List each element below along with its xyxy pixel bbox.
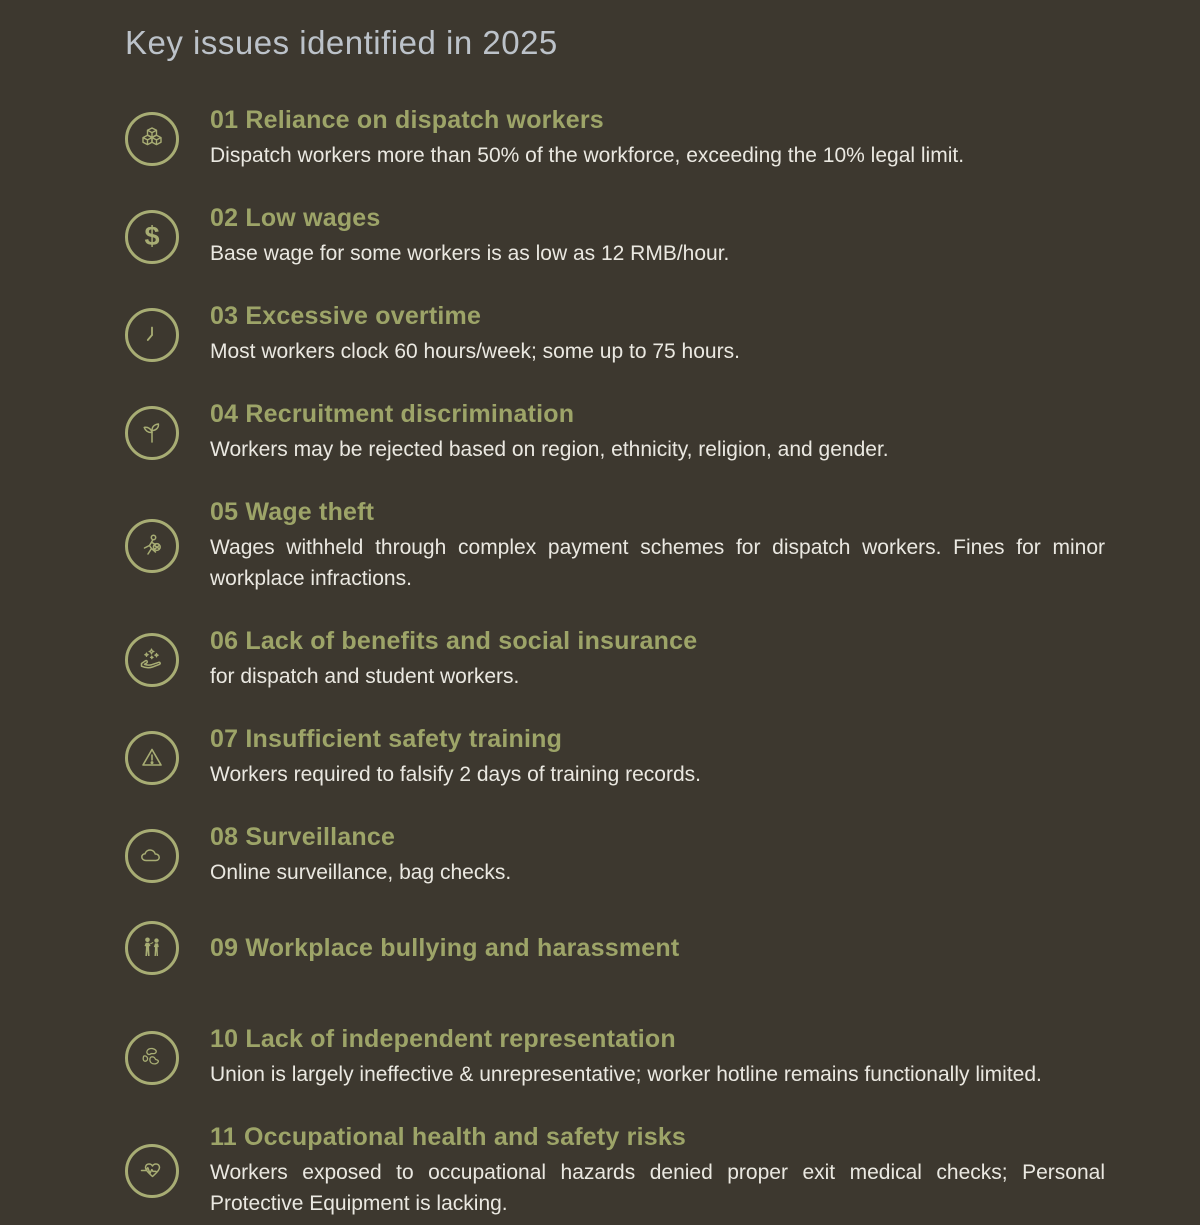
issue-description: Workers exposed to occupational hazards denied proper exit medical checks; Personal Protective Equipment is lacking. — [210, 1161, 1105, 1215]
issue-item-08 — [125, 823, 1130, 888]
warning-triangle-icon — [125, 731, 179, 785]
hand-sparkles-icon — [125, 633, 179, 687]
issue-heading: 06 Lack of benefits and social insurance — [210, 627, 698, 655]
issue-content — [210, 1123, 1105, 1219]
issue-content — [210, 498, 1105, 594]
issue-item-05 — [125, 498, 1130, 594]
boxes-icon — [125, 112, 179, 166]
issue-heading: 10 Lack of independent representation — [210, 1025, 676, 1053]
issue-heading: 07 Insufficient safety training — [210, 725, 563, 753]
issue-description: Base wage for some workers is as low as 12 RMB/hour. — [210, 242, 730, 265]
issue-content — [210, 934, 1105, 963]
issue-heading: 09 Workplace bullying and harassment — [210, 933, 680, 962]
page-title: Key issues identified in 2025 — [125, 24, 558, 61]
two-people-icon — [125, 921, 179, 975]
issue-item-03 — [125, 302, 1130, 367]
dollar-icon — [125, 210, 179, 264]
issue-heading: 03 Excessive overtime — [210, 302, 482, 330]
issue-description: Online surveillance, bag checks. — [210, 861, 512, 884]
heart-pulse-icon — [125, 1144, 179, 1198]
issue-description: Most workers clock 60 hours/week; some up to 75 hours. — [210, 340, 740, 363]
issue-description: Dispatch workers more than 50% of the workforce, exceeding the 10% legal limit. — [210, 144, 965, 167]
issue-heading: 11 Occupational health and safety risks — [210, 1123, 687, 1151]
issue-heading: 08 Surveillance — [210, 823, 396, 851]
issue-heading: 01 Reliance on dispatch workers — [210, 106, 604, 134]
issue-item-07 — [125, 725, 1130, 790]
issue-item-04 — [125, 400, 1130, 465]
cloud-icon — [125, 829, 179, 883]
dollar-glyph: $ — [144, 221, 160, 251]
issue-content — [210, 204, 1105, 269]
issue-description: for dispatch and student workers. — [210, 665, 520, 688]
issue-content — [210, 106, 1105, 171]
sprout-icon — [125, 406, 179, 460]
issue-content — [210, 823, 1105, 888]
issue-content — [210, 627, 1105, 692]
issue-content — [210, 400, 1105, 465]
issue-item-01 — [125, 106, 1130, 171]
issue-item-06 — [125, 627, 1130, 692]
issue-heading: 04 Recruitment discrimination — [210, 400, 575, 428]
issue-heading: 02 Low wages — [210, 204, 381, 232]
running-thief-icon — [125, 519, 179, 573]
issue-description: Workers required to falsify 2 days of training records. — [210, 763, 701, 786]
issue-description: Union is largely ineffective & unrepresentative; worker hotline remains functionally limited. — [210, 1063, 1042, 1086]
issue-description: Workers may be rejected based on region, ethnicity, religion, and gender. — [210, 438, 889, 461]
issue-content — [210, 725, 1105, 790]
issue-item-10 — [125, 1025, 1130, 1090]
issue-heading: 05 Wage theft — [210, 498, 375, 526]
issue-item-09 — [125, 921, 1130, 975]
issue-description: Wages withheld through complex payment schemes for dispatch workers. Fines for minor workplace infractions. — [210, 536, 1105, 590]
globe-icon — [125, 1031, 179, 1085]
issue-item-11 — [125, 1123, 1130, 1219]
issue-item-02 — [125, 204, 1130, 269]
clock-icon — [125, 308, 179, 362]
issue-content — [210, 1025, 1105, 1090]
issue-content — [210, 302, 1105, 367]
